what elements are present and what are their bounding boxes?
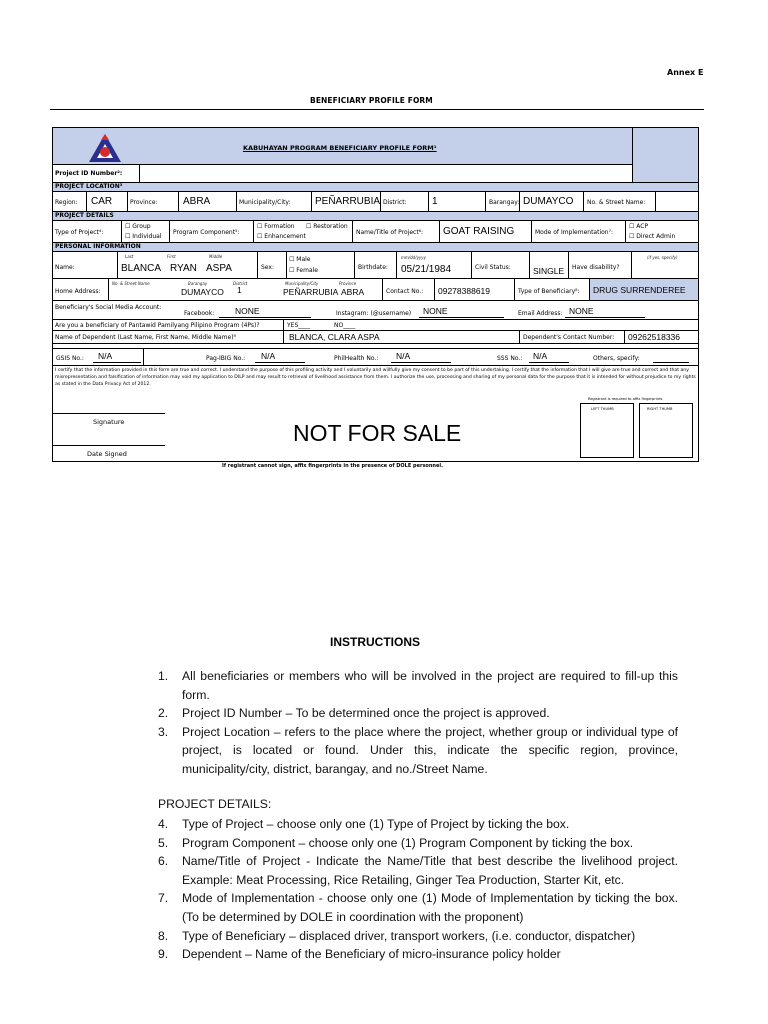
project-id-side-box	[632, 165, 698, 182]
dependent-contact-value[interactable]: 09262518336	[628, 332, 681, 342]
type-of-project-label: Type of Project⁴:	[55, 229, 104, 236]
region-value[interactable]: CAR	[91, 196, 113, 207]
dependent-contact-label: Dependent's Contact Number:	[523, 334, 615, 341]
sex-female-checkbox[interactable]: ☐ Female	[289, 267, 318, 274]
project-details-heading: PROJECT DETAILS:	[158, 797, 272, 811]
dependent-value[interactable]: BLANCA, CLARA ASPA	[289, 332, 380, 342]
instagram-label: Instagram: (@username)	[336, 310, 412, 317]
instagram-value[interactable]: NONE	[423, 306, 448, 316]
header-side-box	[632, 128, 698, 165]
instruction-item: 6. Name/Title of Project - Indicate the Name/Title that best describe the livelihood project. Example: Meat Processing, Rice Retailing, Ginger Tea Production, Starter Kit, etc.	[158, 854, 678, 887]
mode-direct-checkbox[interactable]: ☐ Direct Admin	[629, 233, 676, 240]
last-name-value[interactable]: BLANCA	[121, 263, 162, 274]
left-thumb-label: LEFT THUMB	[591, 407, 614, 411]
mode-acp-checkbox[interactable]: ☐ ACP	[629, 223, 649, 230]
project-name-value[interactable]: GOAT RAISING	[443, 226, 515, 237]
birthdate-hint: mm/dd/yyyy	[401, 255, 427, 260]
contact-label: Contact No.:	[386, 288, 424, 295]
title-rule	[50, 109, 704, 110]
instruction-item: 8. Type of Beneficiary – displaced driver, transport workers, (i.e. conductor, dispatcher)	[158, 928, 636, 943]
details-section-header: PROJECT DETAILS	[53, 212, 698, 221]
addr-prov-hint: Province	[339, 281, 357, 286]
right-thumb-box[interactable]	[639, 403, 693, 458]
addr-district-hint: District	[233, 281, 248, 286]
right-thumb-label: RIGHT THUMB	[647, 407, 673, 411]
facebook-value[interactable]: NONE	[235, 306, 260, 316]
street-field[interactable]	[655, 192, 656, 211]
region-label: Region:	[55, 199, 78, 206]
middle-name-value[interactable]: ASPA	[206, 263, 232, 274]
instruction-item: 1. All beneficiaries or members who will be involved in the project are required to fill-up this form.	[158, 669, 678, 702]
type-individual-checkbox[interactable]: ☐ Individual	[125, 233, 162, 240]
annex-label: Annex E	[667, 68, 704, 77]
ids-row	[53, 349, 698, 366]
beneficiary-profile-form	[52, 127, 699, 462]
type-group-checkbox[interactable]: ☐ Group	[125, 223, 151, 230]
left-thumb-box[interactable]	[580, 403, 634, 458]
last-name-hint: Last	[125, 254, 134, 259]
disability-label: Have disability?	[572, 264, 620, 271]
birthdate-value[interactable]: 05/21/1984	[401, 264, 452, 275]
comp-enhancement-checkbox[interactable]: ☐ Enhancement	[257, 233, 306, 240]
sex-label: Sex:	[261, 264, 274, 271]
name-label: Name:	[55, 264, 75, 271]
date-signed-line	[53, 445, 165, 446]
first-name-hint: First	[167, 254, 176, 259]
dependent-row	[53, 331, 698, 344]
district-label: District:	[383, 199, 407, 206]
civil-status-label: Civil Status:	[475, 264, 511, 271]
gsis-label: GSIS No.:	[56, 355, 84, 362]
comp-restoration-checkbox[interactable]: ☐ Restoration	[306, 223, 348, 230]
program-form-title: KABUHAYAN PROGRAM BENEFICIARY PROFILE FORM¹	[243, 144, 437, 152]
home-address-label: Home Address:	[55, 288, 101, 295]
pagibig-value[interactable]: N/A	[261, 351, 276, 361]
certification-text: I certify that the information provided in this form are true and correct. I understand the purpose of this profiling activity and I voluntarily and willfully give my consent to be part of this undertaking. I certify that the information that I will give are true and correct and that any misrepresentation and falsification of information may void my application to DILP and may result to retrieval of livelihood assistance from them. I authorize the use, processing and sharing of my personal data for the purpose that it is intended for without prejudice to my rights as stated in the Data Privacy Act of 2012.	[55, 368, 696, 388]
project-details-row	[53, 221, 698, 243]
instruction-item: 9. Dependent – Name of the Beneficiary of micro-insurance policy holder	[158, 947, 561, 962]
project-id-field[interactable]	[139, 165, 140, 182]
first-name-value[interactable]: RYAN	[170, 263, 197, 274]
form-header	[53, 128, 698, 165]
barangay-value[interactable]: DUMAYCO	[523, 196, 574, 207]
signature-line	[53, 413, 165, 414]
mode-label: Mode of Implementation⁷:	[535, 229, 614, 236]
project-id-label: Project ID Number²:	[55, 170, 123, 177]
sss-label: SSS No.:	[497, 355, 523, 362]
others-label: Others, specify:	[593, 355, 640, 362]
beneficiary-type-label: Type of Beneficiary⁸:	[518, 288, 580, 295]
instruction-item: 5. Program Component – choose only one (1) Program Component by ticking the box.	[158, 835, 634, 850]
birthdate-label: Birthdate:	[358, 264, 388, 271]
addr-street-hint: No. & Street Name	[112, 281, 150, 286]
instruction-item: 2. Project ID Number – To be determined once the project is approved.	[158, 706, 550, 721]
form-title: BENEFICIARY PROFILE FORM	[310, 96, 433, 105]
instruction-item: 3. Project Location – refers to the place where the project, whether group or individual type of project, is located or found. Under this, indicate the specific region, province, municipality/city, district, barangay, and no./Street Name.	[158, 724, 678, 776]
province-value[interactable]: ABRA	[183, 196, 211, 207]
addr-barangay-hint: Barangay	[188, 281, 208, 286]
beneficiary-type-value[interactable]: DRUG SURRENDEREE	[593, 285, 686, 295]
philhealth-label: PhilHealth No.:	[334, 355, 379, 362]
dependent-label: Name of Dependent (Last Name, First Name, Middle Name)⁹	[55, 334, 236, 341]
registrant-note: Registrant is required to affix fingerprints	[588, 397, 663, 401]
addr-district-value[interactable]: 1	[237, 285, 242, 295]
instructions-list-b	[158, 815, 678, 964]
fourps-label: Are you a beneficiary of Pantawid Pamilyang Pilipino Program (4Ps)?	[55, 322, 260, 329]
civil-status-value[interactable]: SINGLE	[533, 266, 565, 276]
addr-barangay-value[interactable]: DUMAYCO	[181, 287, 224, 297]
municipality-label: Municipality/City:	[239, 199, 291, 206]
email-value[interactable]: NONE	[569, 306, 594, 316]
barangay-label: Barangay:	[489, 199, 520, 206]
addr-muni-value[interactable]: PEÑARRUBIA	[283, 287, 339, 297]
contact-value[interactable]: 09278388619	[438, 286, 491, 296]
disability-hint: (if yes, specify)	[647, 255, 678, 260]
dole-logo-icon	[83, 132, 127, 165]
pagibig-label: Pag-IBIG No.:	[206, 355, 246, 362]
addr-prov-value[interactable]: ABRA	[341, 287, 365, 297]
municipality-value[interactable]: PEÑARRUBIA	[315, 196, 381, 207]
address-row	[53, 279, 698, 301]
location-section-header: PROJECT LOCATION³	[53, 183, 698, 192]
project-name-label: Name/Title of Project⁶:	[356, 229, 424, 236]
fingerprint-footnote: If registrant cannot sign, affix fingerprints in the presence of DOLE personnel.	[222, 463, 443, 469]
project-id-row	[53, 165, 698, 183]
gsis-value[interactable]: N/A	[98, 351, 113, 361]
street-label: No. & Street Name:	[587, 199, 646, 206]
location-row	[53, 192, 698, 212]
personal-section-header: PERSONAL INFORMATION	[53, 243, 698, 252]
instruction-item: 4. Type of Project – choose only one (1) Type of Project by ticking the box.	[158, 817, 570, 831]
fourps-yes-option[interactable]: YES____	[287, 322, 311, 329]
district-value[interactable]: 1	[432, 196, 438, 207]
sss-value[interactable]: N/A	[533, 351, 548, 361]
social-media-row	[53, 301, 698, 320]
not-for-sale-watermark: NOT FOR SALE	[293, 420, 462, 446]
facebook-label: Facebook:	[184, 310, 215, 317]
sex-male-checkbox[interactable]: ☐ Male	[289, 256, 311, 263]
instructions-title: INSTRUCTIONS	[330, 635, 420, 649]
middle-name-hint: Middle	[209, 254, 223, 259]
instructions-list-a	[158, 667, 678, 779]
comp-formation-checkbox[interactable]: ☐ Formation	[257, 223, 295, 230]
date-signed-label: Date Signed	[87, 450, 127, 458]
province-label: Province:	[130, 199, 158, 206]
name-row	[53, 252, 698, 279]
social-media-label: Beneficiary's Social Media Account:	[55, 304, 162, 311]
fourps-no-option[interactable]: NO____	[334, 322, 356, 329]
fourps-row	[53, 320, 698, 331]
addr-muni-hint: Municipality/City	[285, 281, 319, 286]
program-component-label: Program Component⁵:	[173, 229, 240, 236]
philhealth-value[interactable]: N/A	[396, 351, 411, 361]
signature-label: Signature	[93, 418, 125, 426]
instruction-item: 7. Mode of Implementation - choose only one (1) Mode of Implementation by ticking the box. (To be determined by DOLE in coordination with the proponent)	[158, 891, 678, 924]
email-label: Email Address:	[518, 310, 563, 317]
